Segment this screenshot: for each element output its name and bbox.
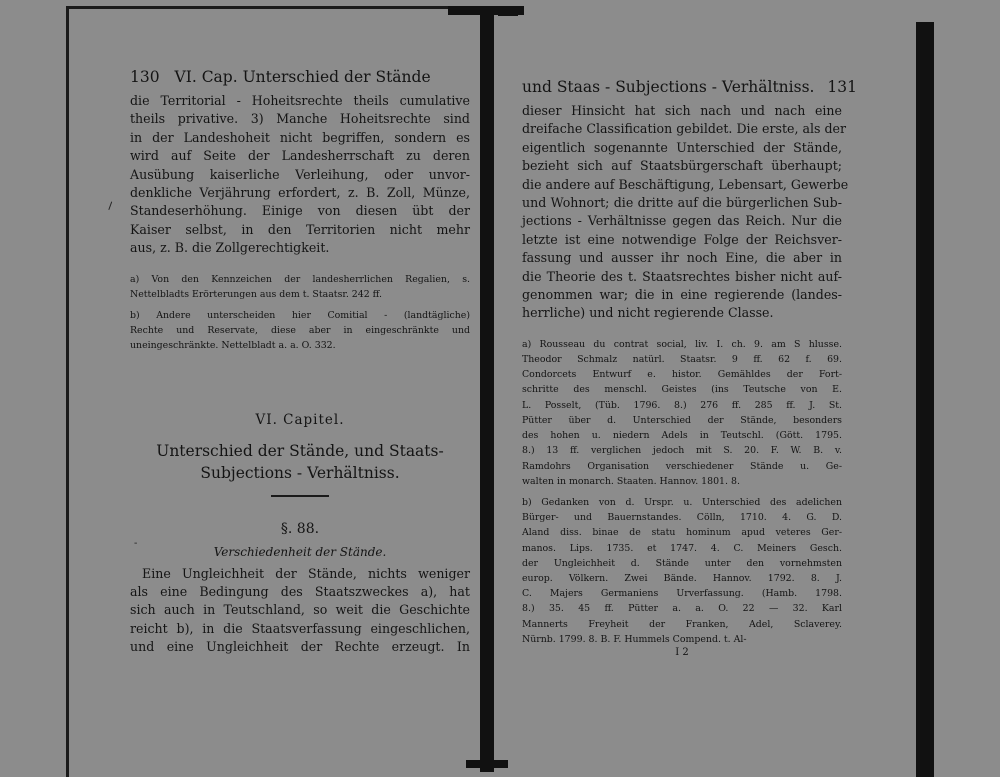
text-line: letzte ist eine notwendige Folge der Reichsver- (522, 231, 842, 247)
footnote-line: Pütter über d. Unterschied der Stände, besonders (522, 414, 842, 426)
book-edge-top (66, 6, 456, 9)
left-page-number: 130 (130, 68, 160, 86)
footnote-line: manos. Lips. 1735. et 1747. 4. C. Meiners Gesch. (522, 542, 842, 554)
text-line: fassung und ausser ihr noch Eine, die aber in (522, 250, 842, 266)
text-line: denkliche Verjährung erfordert, z. B. Zoll, Münze, (130, 185, 470, 201)
chapter-subtitle-line: Unterschied der Stände, und Staats- (156, 441, 444, 460)
right-header-title: und Staas - Subjections - Verhältniss. (522, 78, 815, 96)
text-line: dreifache Classification gebildet. Die erste, als der (522, 121, 847, 137)
footnote-line: Nettelbladts Erörterungen aus dem t. Staatsr. 242 ff. (130, 288, 382, 300)
footnote-line: der Ungleichheit d. Stände unter den vornehmsten (522, 557, 842, 569)
text-line: Eine Ungleichheit der Stände, nichts weniger (142, 565, 470, 581)
text-line: genommen war; die in eine regierende (landes- (522, 287, 842, 303)
left-body-text (130, 92, 470, 258)
left-header-title: VI. Cap. Unterschied der Stände (174, 68, 431, 86)
footnote-line: 8.) 13 ff. verglichen jedoch mit S. 20. F. W. B. v. (522, 445, 842, 457)
text-line: jections - Verhältnisse gegen das Reich. Nur die (522, 213, 842, 229)
footnote-line: Ramdohrs Organisation verschiedener Stände u. Ge- (522, 460, 842, 472)
text-line: in der Landeshoheit nicht begriffen, sondern es (130, 129, 470, 145)
right-body-text (522, 102, 849, 323)
right-running-header (522, 78, 857, 96)
footnote-line: b) Gedanken von d. Urspr. u. Unterschied des adelichen (522, 496, 842, 508)
footnote-line: 8.) 35. 45 ff. Pütter a. a. O. 22 — 32. Karl (522, 603, 842, 615)
left-footnote-b (130, 308, 470, 354)
text-line: Standeserhöhung. Einige von diesen übt der (130, 203, 470, 219)
footnote-line: europ. Völkern. Zwei Bände. Hannov. 1792. 8. J. (522, 572, 842, 584)
text-line: aus, z. B. die Zollgerechtigkeit. (130, 240, 330, 256)
signature-mark: I 2 (675, 646, 689, 658)
text-line: bezieht sich auf Staatsbürgerschaft überhaupt; (522, 158, 842, 174)
footnote-line: L. Posselt, (Tüb. 1796. 8.) 276 ff. 285 ff. J. St. (522, 399, 842, 411)
footnote-line: a) Von den Kennzeichen der landesherrlichen Regalien, s. (130, 273, 470, 285)
chapter-subtitle-line: Subjections - Verhältniss. (200, 463, 400, 482)
footnote-line: schritte des menschl. Geistes (ins Teutsche von E. (522, 384, 842, 396)
footnote-line: C. Majers Germaniens Urverfassung. (Hamb. 1798. (522, 588, 842, 600)
footnote-line: Condorcets Entwurf e. histor. Gemähldes der Fort- (522, 369, 842, 381)
right-footnote-a (522, 337, 842, 489)
footnote-line: walten in monarch. Staaten. Hannov. 1801. 8. (522, 475, 740, 487)
footnote-line: a) Rousseau du contrat social, liv. I. ch. 9. am S hlusse. (522, 338, 842, 350)
footnote-line: Mannerts Freyheit der Franken, Adel, Sclaverey. (522, 618, 842, 630)
chapter-title: VI. Capitel. (255, 411, 345, 428)
pencil-mark: ⸝ (100, 191, 118, 214)
footnote-line: b) Andere unterscheiden hier Comitial - (landtägliche) (130, 310, 470, 322)
chapter-subtitle (130, 440, 470, 484)
right-page (522, 78, 857, 658)
text-line: reicht b), in die Staatsverfassung eingeschlichen, (130, 620, 470, 636)
text-line: dieser Hinsicht hat sich nach und nach eine (522, 103, 842, 118)
footnote-line: Aland diss. binae de statu hominum apud veteres Ger- (522, 527, 842, 539)
text-line: und eine Ungleichheit der Rechte erzeugt. In (130, 639, 470, 655)
text-line: die andere auf Beschäftigung, Lebensart, Gewerbe (522, 176, 849, 192)
text-line: und Wohnort; die dritte auf die bürgerlichen Sub- (522, 195, 842, 211)
book-edge-left (66, 6, 69, 777)
section-subtitle: Verschiedenheit der Stände. (213, 544, 387, 559)
text-line: theils privative. 3) Manche Hoheitsrechte sind (130, 111, 470, 127)
footnote-line: Bürger- und Bauernstandes. Cölln, 1710. 4. G. D. (522, 512, 842, 524)
text-line: herrliche) und nicht regierende Classe. (522, 305, 774, 321)
footnote-line: des hohen u. niedern Adels in Teutschl. (Gött. 1795. (522, 430, 842, 442)
text-line: wird auf Seite der Landesherrschaft zu deren (130, 148, 470, 164)
text-line: die Territorial - Hoheitsrechte theils cumulative (130, 93, 470, 108)
text-line: Ausübung kaiserliche Verleihung, oder unvor- (130, 166, 470, 182)
footnote-line: Rechte und Reservate, diese aber in eingeschränkte und (130, 325, 470, 337)
footnote-line: Nürnb. 1799. 8. B. F. Hummels Compend. t. Al- (522, 633, 747, 645)
book-edge-right (916, 22, 934, 777)
text-line: die Theorie des t. Staatsrechtes bisher nicht auf- (522, 268, 842, 284)
footnote-line: Theodor Schmalz natürl. Staatsr. 9 ff. 62 f. 69. (522, 354, 842, 366)
right-page-number: 131 (827, 78, 857, 96)
left-footnote-a (130, 272, 470, 302)
text-line: als eine Bedingung des Staatszweckes a), hat (130, 584, 470, 600)
spine-foot (466, 760, 508, 768)
spine-stub (498, 10, 518, 16)
section-body-text (130, 565, 470, 657)
left-page (130, 68, 470, 657)
footnote-line: uneingeschränkte. Nettelbladt a. a. O. 332. (130, 340, 336, 352)
right-footnote-b (522, 495, 842, 647)
book-spine (480, 14, 494, 772)
section-number: §. 88. (280, 520, 320, 537)
text-line: sich auch in Teutschland, so weit die Geschichte (130, 602, 470, 618)
text-line: eigentlich sogenannte Unterschied der Stände, (522, 139, 842, 155)
margin-dash: - (134, 538, 138, 549)
text-line: Kaiser selbst, in den Territorien nicht mehr (130, 221, 470, 237)
chapter-rule (271, 495, 329, 497)
left-running-header (130, 68, 470, 86)
